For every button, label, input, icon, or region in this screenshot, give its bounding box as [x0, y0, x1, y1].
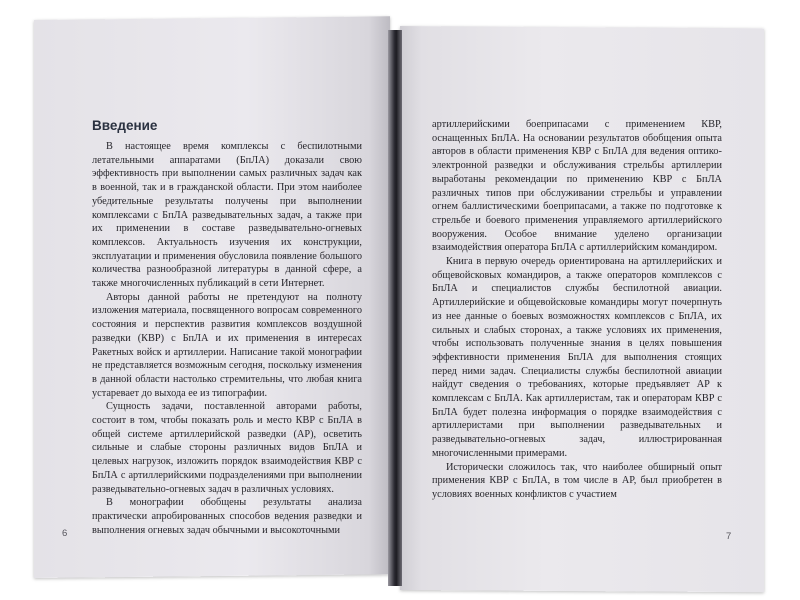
page-number-left: 6	[62, 528, 68, 539]
paragraph: Авторы данной работы не претендуют на полноту изложения материала, посвященного вопросам современного состояния и перспектив развития комплексов воздушной разведки (КВР) с БпЛА и их применения в интересах Ракетных войск и артиллерии. Написание такой монографии не представляется возможным сегодня, поскольку изменения в данной области настолько стремительны, что любая книга устаревает до выхода ее из типографии.	[92, 291, 362, 399]
paragraph: В настоящее время комплексы с беспилотными летательными аппаратами (БпЛА) доказали свою эффективность при выполнении самых различных задач как в военной, так и в гражданской области. При этом наиболее убедительные результаты получены при выполнении комплексами с БпЛА разведывательных задач, а также при их применении в составе разведывательно-огневых комплексов. Актуальность изучения их конструкции, эксплуатации и применения обусловила появление большого количества разнообразной литературы в данной сфере, а также многочисленных публикаций в сети Интернет.	[92, 141, 362, 290]
paragraph: В монографии обобщены результаты анализа практически апробированных способов ведения разведки и выполнения огневых задач обычными и высокоточными	[92, 497, 362, 536]
book-spine	[388, 30, 402, 586]
paragraph: Исторически сложилось так, что наиболее обширный опыт применения КВР с БпЛА, в том числе в АР, был приобретен в условиях военных конфликтов с участием	[432, 461, 722, 500]
page-number-right: 7	[726, 531, 732, 542]
right-page-text	[432, 118, 722, 502]
section-heading: Введение	[92, 118, 158, 133]
paragraph: артиллерийскими боеприпасами с применением КВР, оснащенных БпЛА. На основании результатов обобщения опыта авторов в области применения КВР с БпЛА для ведения оптико-электронной разведки и обслуживания стрельбы артиллерии выработаны рекомендации по применению КВР с БпЛА различных типов при обслуживании стрельбы и управлении огнем баллистическими боеприпасами, а также по подготовке к стрельбе и боевого применения управляемого артиллерийского вооружения. Особое внимание уделено организации взаимодействия оператора БпЛА с артиллерийским командиром.	[432, 119, 722, 254]
paragraph: Книга в первую очередь ориентирована на артиллерийских и общевойсковых командиров, а также операторов комплексов с БпЛА и специалистов службы беспилотной авиации. Артиллерийские и общевойсковые командиры могут почерпнуть из нее данные о боевых возможностях комплексов с БпЛА, их сильных и слабых сторонах, а также условиях их применения, чтобы использовать полученные знания в целях повышения эффективности применения БпЛА для выполнения стоящих перед ними задач. Специалисты службы беспилотной авиации найдут сведения о требованиях, которые предъявляет АР к комплексам с БпЛА. Как артиллеристам, так и операторам КВР с БпЛА будет полезна информация о порядке взаимодействия с артиллеристами при выполнении разведывательных и разведывательно-огневых задач, иллюстрированная многочисленными примерами.	[432, 256, 722, 459]
left-page-text	[92, 140, 362, 537]
paragraph: Сущность задачи, поставленной авторами работы, состоит в том, чтобы показать роль и место КВР с БпЛА в общей системе артиллерийской разведки (АР), осветить сильные и слабые стороны различных видов БпЛА и целевых нагрузок, изложить порядок взаимодействия КВР с БпЛА с артиллерийскими подразделениями при выполнении разведывательно-огневых задач в различных условиях.	[92, 401, 362, 495]
